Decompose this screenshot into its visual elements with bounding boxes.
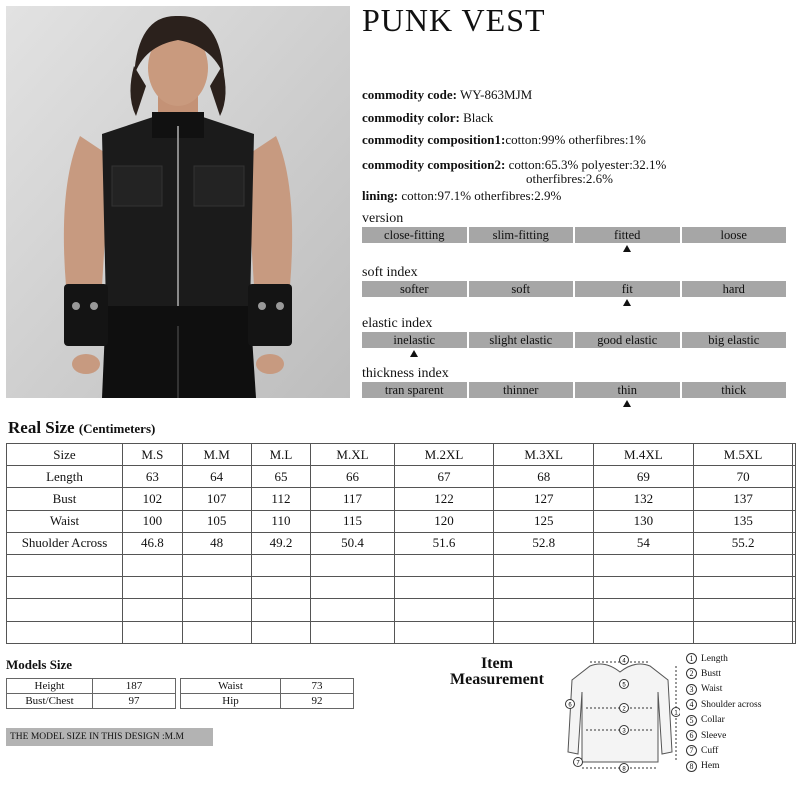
table-cell: [251, 577, 311, 599]
index-scale: [362, 227, 786, 243]
index-option: loose: [682, 227, 787, 243]
table-cell: [123, 577, 183, 599]
svg-text:8: 8: [622, 766, 626, 773]
index-scale: [362, 281, 786, 297]
index-option: tran sparent: [362, 382, 467, 398]
row-header-cell: [7, 577, 123, 599]
svg-text:2: 2: [622, 706, 626, 713]
table-cell: 64: [182, 466, 251, 488]
table-row: [7, 679, 176, 694]
bust-label: Bust/Chest: [7, 694, 93, 709]
table-cell: [251, 599, 311, 621]
index-option: soft: [469, 281, 574, 297]
selected-marker-icon: [623, 400, 631, 407]
legend-item: [686, 745, 718, 756]
table-cell: [793, 444, 796, 466]
svg-text:7: 7: [576, 760, 580, 767]
index-title: version: [362, 211, 404, 226]
row-header-cell: Size: [7, 444, 123, 466]
hip-value: 92: [281, 694, 354, 709]
table-row: [7, 599, 796, 621]
legend-label: Length: [701, 653, 728, 664]
row-header-cell: Waist: [7, 510, 123, 532]
legend-label: Shoulder across: [701, 699, 762, 710]
table-cell: [594, 554, 694, 576]
table-row: [181, 694, 354, 709]
legend-number-icon: 6: [686, 730, 697, 741]
hip-label: Hip: [181, 694, 281, 709]
table-cell: 48: [182, 532, 251, 554]
table-cell: [394, 599, 494, 621]
table-cell: [182, 621, 251, 643]
legend-number-icon: 2: [686, 668, 697, 679]
table-cell: 122: [394, 488, 494, 510]
waist-value: 73: [281, 679, 354, 694]
legend-item: [686, 653, 728, 664]
table-cell: 105: [182, 510, 251, 532]
index-option: slim-fitting: [469, 227, 574, 243]
table-cell: [693, 621, 793, 643]
table-cell: [494, 621, 594, 643]
selected-marker-icon: [623, 299, 631, 306]
svg-text:3: 3: [622, 728, 626, 735]
table-cell: [793, 621, 796, 643]
bust-value: 97: [93, 694, 176, 709]
table-row: [7, 444, 796, 466]
legend-number-icon: 3: [686, 684, 697, 695]
table-cell: 100: [123, 510, 183, 532]
legend-label: Cuff: [701, 745, 719, 756]
table-cell: 135: [693, 510, 793, 532]
product-title: PUNK VEST: [362, 2, 546, 38]
table-row: [7, 554, 796, 576]
table-row: [7, 488, 796, 510]
table-cell: [251, 554, 311, 576]
table-cell: [311, 621, 394, 643]
models-size-title: Models Size: [6, 657, 73, 672]
table-cell: [793, 510, 796, 532]
table-cell: [123, 599, 183, 621]
table-cell: 112: [251, 488, 311, 510]
table-cell: [182, 554, 251, 576]
table-cell: 110: [251, 510, 311, 532]
legend-number-icon: 8: [686, 761, 697, 772]
table-cell: 63: [123, 466, 183, 488]
legend-item: [686, 684, 722, 695]
table-cell: [693, 554, 793, 576]
table-cell: 127: [494, 488, 594, 510]
table-row: [7, 510, 796, 532]
models-table-left: [6, 678, 176, 709]
index-option: thin: [575, 382, 680, 398]
index-scale: [362, 382, 786, 398]
table-cell: M.M: [182, 444, 251, 466]
table-cell: 65: [251, 466, 311, 488]
index-option: big elastic: [682, 332, 787, 348]
table-cell: 125: [494, 510, 594, 532]
table-cell: 69: [594, 466, 694, 488]
index-title: soft index: [362, 265, 418, 280]
legend-label: Waist: [701, 684, 723, 695]
index-option: good elastic: [575, 332, 680, 348]
index-option: close-fitting: [362, 227, 467, 243]
table-cell: M.5XL: [693, 444, 793, 466]
legend-number-icon: 4: [686, 699, 697, 710]
legend-number-icon: 7: [686, 745, 697, 756]
table-cell: [594, 577, 694, 599]
svg-text:4: 4: [622, 658, 626, 665]
table-cell: 115: [311, 510, 394, 532]
table-cell: [793, 599, 796, 621]
table-cell: 102: [123, 488, 183, 510]
index-option: fit: [575, 281, 680, 297]
table-cell: [182, 599, 251, 621]
svg-text:5: 5: [622, 682, 626, 689]
table-cell: M.2XL: [394, 444, 494, 466]
item-measurement-title: Item Measurement: [450, 655, 544, 688]
table-cell: 49.2: [251, 532, 311, 554]
table-cell: [594, 621, 694, 643]
table-row: [7, 621, 796, 643]
table-cell: 70: [693, 466, 793, 488]
models-table-right: [180, 678, 354, 709]
row-header-cell: [7, 621, 123, 643]
table-cell: [251, 621, 311, 643]
table-cell: M.S: [123, 444, 183, 466]
legend-item: [686, 715, 725, 726]
row-header-cell: [7, 554, 123, 576]
table-cell: M.4XL: [594, 444, 694, 466]
table-cell: [793, 577, 796, 599]
index-option: fitted: [575, 227, 680, 243]
lining: lining: cotton:97.1% otherfibres:2.9%: [362, 188, 562, 203]
table-cell: [693, 577, 793, 599]
index-option: softer: [362, 281, 467, 297]
table-cell: 55.2: [693, 532, 793, 554]
table-cell: 67: [394, 466, 494, 488]
index-title: thickness index: [362, 366, 449, 381]
waist-label: Waist: [181, 679, 281, 694]
index-option: thinner: [469, 382, 574, 398]
product-photo: [6, 6, 350, 398]
index-title: elastic index: [362, 316, 433, 331]
table-cell: [793, 466, 796, 488]
legend-label: Hem: [701, 761, 720, 772]
table-cell: [693, 599, 793, 621]
row-header-cell: Shuolder Across: [7, 532, 123, 554]
table-cell: 130: [594, 510, 694, 532]
size-table: [6, 443, 796, 644]
table-cell: M.3XL: [494, 444, 594, 466]
height-label: Height: [7, 679, 93, 694]
index-option: slight elastic: [469, 332, 574, 348]
legend-item: [686, 668, 721, 679]
commodity-composition-2-line2: otherfibres:2.6%: [526, 171, 614, 186]
table-cell: [311, 577, 394, 599]
table-cell: [793, 488, 796, 510]
table-cell: 117: [311, 488, 394, 510]
table-cell: [123, 621, 183, 643]
legend-label: Bustt: [701, 668, 722, 679]
table-cell: [311, 599, 394, 621]
table-cell: 132: [594, 488, 694, 510]
legend-number-icon: 1: [686, 653, 697, 664]
table-cell: [494, 577, 594, 599]
table-cell: 52.8: [494, 532, 594, 554]
index-option: hard: [682, 281, 787, 297]
height-value: 187: [93, 679, 176, 694]
legend-item: [686, 699, 761, 710]
table-cell: 54: [594, 532, 694, 554]
svg-text:6: 6: [568, 702, 572, 709]
legend-label: Collar: [701, 715, 725, 726]
table-cell: [311, 554, 394, 576]
selected-marker-icon: [623, 245, 631, 252]
table-cell: 50.4: [311, 532, 394, 554]
table-cell: 137: [693, 488, 793, 510]
legend-item: [686, 730, 726, 741]
table-cell: [394, 554, 494, 576]
real-size-title: Real Size (Centimeters): [8, 418, 156, 437]
commodity-code: commodity code: WY-863MJM: [362, 87, 533, 102]
garment-diagram: [560, 652, 680, 776]
model-size-note: THE MODEL SIZE IN THIS DESIGN :M.M: [6, 728, 213, 746]
commodity-composition-1: commodity composition1:cotton:99% otherfibres:1%: [362, 132, 646, 147]
table-row: [181, 679, 354, 694]
table-cell: [494, 554, 594, 576]
table-cell: [793, 554, 796, 576]
table-cell: [494, 599, 594, 621]
table-cell: [594, 599, 694, 621]
legend-label: Sleeve: [701, 730, 727, 741]
commodity-color: commodity color: Black: [362, 110, 494, 125]
table-cell: [394, 577, 494, 599]
table-cell: [182, 577, 251, 599]
selected-marker-icon: [410, 350, 418, 357]
table-row: [7, 694, 176, 709]
table-cell: [394, 621, 494, 643]
table-cell: 68: [494, 466, 594, 488]
row-header-cell: Bust: [7, 488, 123, 510]
table-cell: M.L: [251, 444, 311, 466]
table-cell: 107: [182, 488, 251, 510]
table-row: [7, 466, 796, 488]
legend-item: [686, 761, 719, 772]
index-scale: [362, 332, 786, 348]
commodity-composition-2: commodity composition2: cotton:65.3% polyester:32.1%: [362, 157, 667, 172]
legend-number-icon: 5: [686, 715, 697, 726]
table-cell: 66: [311, 466, 394, 488]
svg-text:1: 1: [674, 710, 678, 717]
table-cell: [123, 554, 183, 576]
row-header-cell: [7, 599, 123, 621]
index-option: inelastic: [362, 332, 467, 348]
table-cell: 120: [394, 510, 494, 532]
index-option: thick: [682, 382, 787, 398]
table-cell: [793, 532, 796, 554]
table-cell: 51.6: [394, 532, 494, 554]
table-row: [7, 577, 796, 599]
row-header-cell: Length: [7, 466, 123, 488]
table-row: [7, 532, 796, 554]
table-cell: M.XL: [311, 444, 394, 466]
table-cell: 46.8: [123, 532, 183, 554]
